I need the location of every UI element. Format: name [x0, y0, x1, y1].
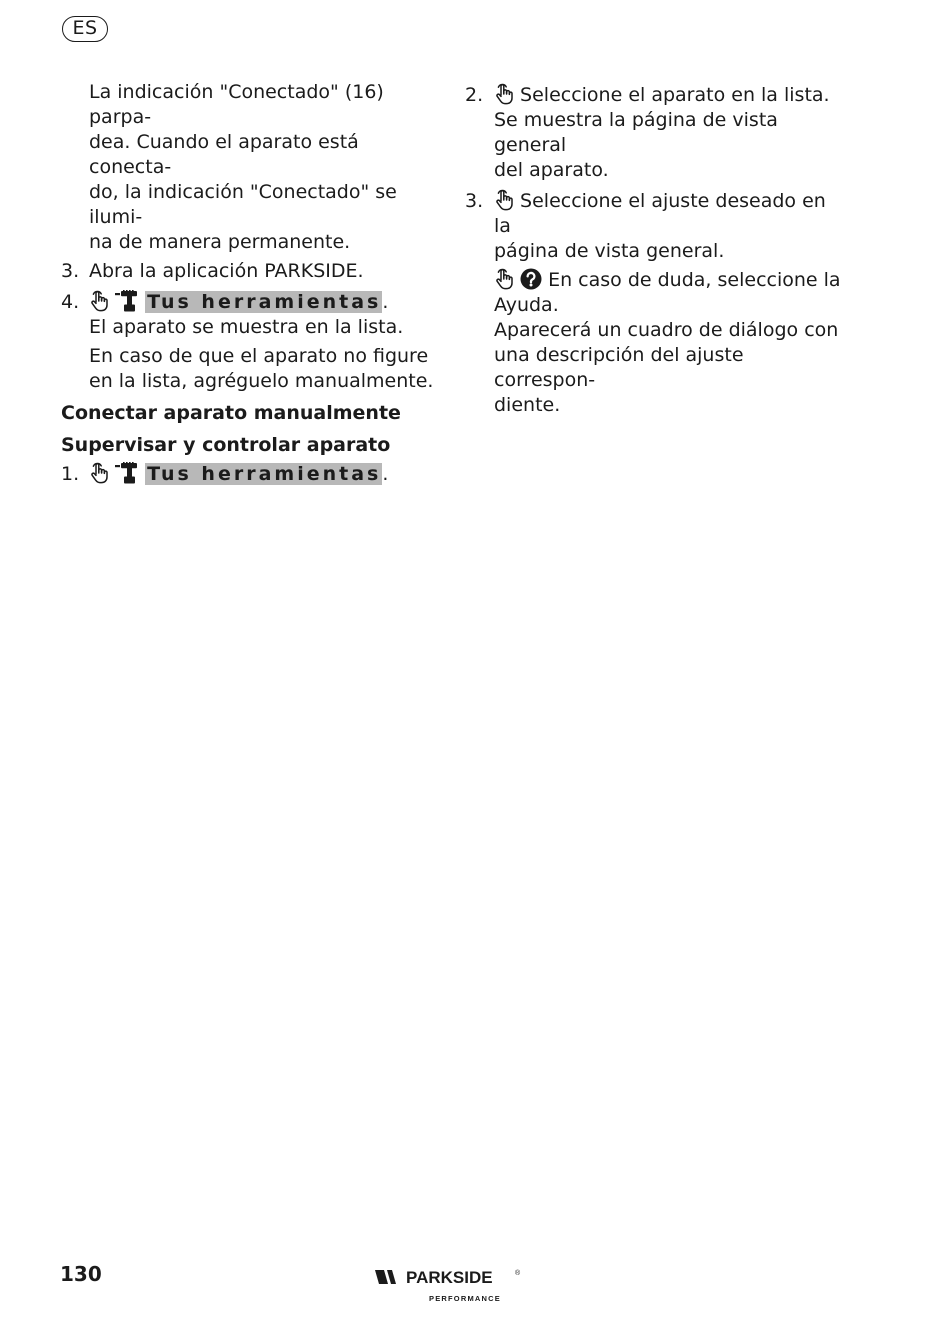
page-number: 130 — [60, 1262, 102, 1286]
step-line: página de vista general. — [494, 240, 725, 262]
help-line — [494, 268, 845, 293]
tap-hand-icon — [89, 462, 109, 484]
step-3-select-setting — [465, 189, 845, 418]
left-column — [61, 80, 441, 487]
brand-name: PARKSIDE — [406, 1268, 493, 1287]
language-badge: ES — [62, 16, 108, 42]
tap-hand-icon — [494, 268, 514, 290]
intro-line: do, la indicación "Conectado" se ilumi- — [89, 181, 397, 228]
your-tools-label: Tus herramientas — [147, 291, 382, 313]
step-3-open-app — [61, 259, 441, 284]
period: . — [382, 463, 389, 485]
parkside-logo — [373, 1268, 523, 1308]
intro-line: dea. Cuando el aparato está conecta- — [89, 131, 359, 178]
intro-line: na de manera permanente. — [89, 231, 351, 253]
step-line: Se muestra la página de vista general — [494, 109, 778, 156]
brand-sub: PERFORMANCE — [429, 1294, 501, 1303]
tool-icon — [115, 462, 139, 484]
step-line: Aparecerá un cuadro de diálogo con — [494, 319, 839, 341]
step-number: 3. — [465, 190, 484, 212]
tap-hand-icon — [89, 290, 109, 312]
step-line: Seleccione el ajuste deseado en la — [494, 190, 826, 237]
intro-paragraph — [61, 80, 441, 255]
step-text: Abra la aplicación PARKSIDE. — [89, 260, 364, 282]
tap-hand-icon — [494, 83, 514, 105]
intro-line: La indicación "Conectado" (16) parpa- — [89, 81, 384, 128]
your-tools-label: Tus herramientas — [147, 463, 382, 485]
tap-hand-icon — [494, 189, 514, 211]
step-line: El aparato se muestra en la lista. — [89, 316, 404, 338]
step-1-your-tools — [61, 462, 441, 487]
section-heading-supervise-control: Supervisar y controlar aparato — [61, 434, 391, 456]
right-column — [465, 83, 845, 418]
step-line: del aparato. — [494, 159, 609, 181]
step-2-select-device — [465, 83, 845, 183]
step-line: Seleccione el aparato en la lista. — [520, 84, 830, 106]
step-number: 2. — [465, 84, 484, 106]
step-line: en la lista, agréguelo manualmente. — [89, 370, 434, 392]
step-4-your-tools — [61, 290, 441, 394]
step-number: 1. — [61, 463, 80, 485]
step-line: diente. — [494, 394, 561, 416]
step-line: En caso de que el aparato no figure — [89, 345, 429, 367]
step-line: Ayuda. — [494, 294, 559, 316]
step-number: 3. — [61, 260, 80, 282]
section-heading-connect-manually: Conectar aparato manualmente — [61, 402, 401, 424]
help-text: En caso de duda, seleccione la — [548, 269, 841, 291]
tool-icon — [115, 290, 139, 312]
step-line: una descripción del ajuste correspon- — [494, 344, 744, 391]
step-number: 4. — [61, 291, 80, 313]
registered-mark: ® — [515, 1270, 521, 1277]
help-question-icon — [520, 268, 542, 290]
period: . — [382, 291, 389, 313]
